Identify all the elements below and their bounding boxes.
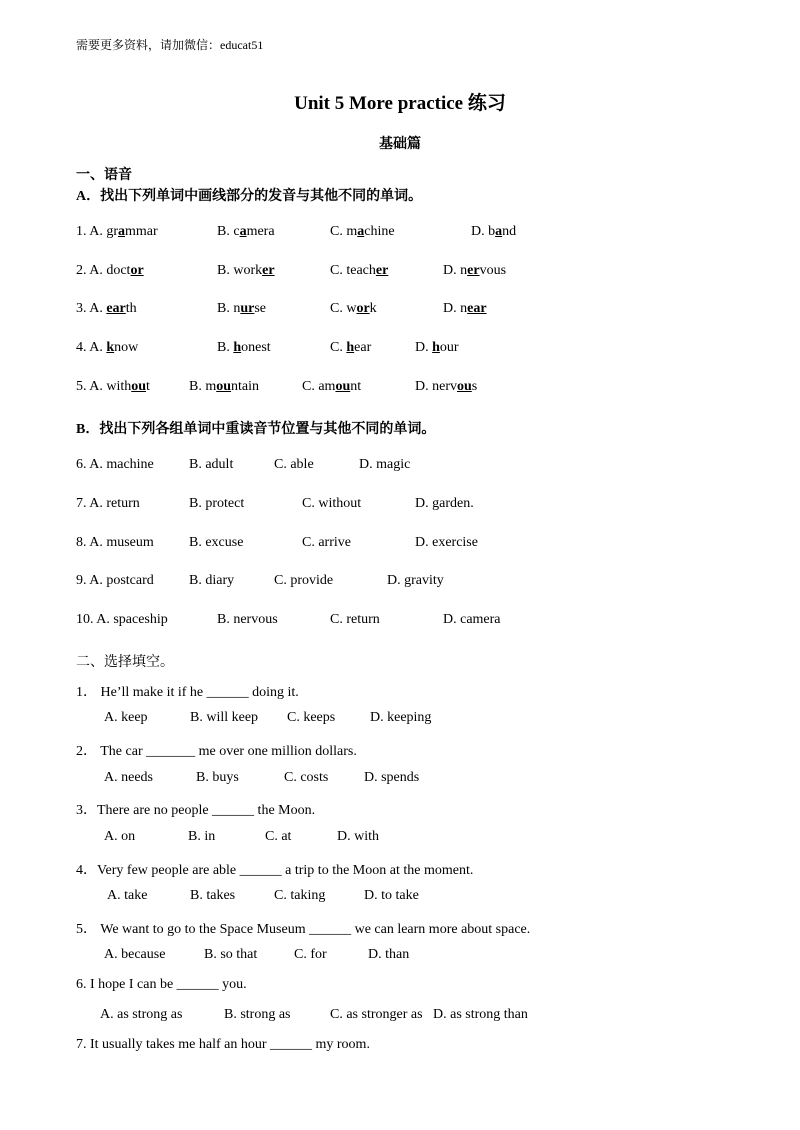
option-text: gr [106, 224, 119, 239]
option-text: mera [246, 224, 275, 239]
option-text: chine [364, 224, 395, 239]
option-text: B. n [217, 301, 241, 316]
stress-option: D. magic [359, 457, 411, 472]
question-number: 4. A. [76, 340, 107, 355]
mc-option-d: D. than [368, 947, 410, 962]
pron-option [217, 340, 271, 356]
stress-option: D. camera [443, 612, 501, 627]
mc-question-2: 2． The car _______ me over one million dollars. [76, 744, 357, 759]
pron-option [330, 340, 371, 356]
option-text: ear [354, 340, 372, 355]
underlined-letters: h [233, 340, 242, 355]
mc-option-b: B. in [188, 829, 216, 844]
option-text: t [146, 379, 150, 394]
underlined-letters: er [375, 263, 389, 278]
mc-question-4: 4．Very few people are able ______ a trip to the Moon at the moment. [76, 863, 474, 878]
underlined-letters: or [130, 263, 144, 278]
mc-option-a: A. on [104, 829, 136, 844]
underlined-letters: ou [131, 379, 147, 394]
option-text: nd [502, 224, 517, 239]
option-text: with [106, 379, 132, 394]
underlined-letters: ear [106, 301, 126, 316]
stress-option: C. able [274, 457, 314, 472]
option-text: B. c [217, 224, 240, 239]
option-text: C. [330, 340, 347, 355]
option-text: D. n [443, 263, 468, 278]
question-number: 3. A. [76, 301, 107, 316]
mc-question-3: 3．There are no people ______ the Moon. [76, 803, 316, 818]
stress-question-5 [0, 612, 800, 634]
mc-question-6: 6. I hope I can be ______ you. [76, 977, 247, 992]
option-text: D. b [471, 224, 496, 239]
option-text: D. nerv [415, 379, 457, 394]
mc-options-6 [0, 1007, 800, 1029]
underlined-letters: ou [216, 379, 232, 394]
mc-option-b: B. takes [190, 888, 236, 903]
option-text: mmar [125, 224, 158, 239]
mc-option-d: D. keeping [370, 710, 432, 725]
mc-option-a: A. take [107, 888, 148, 903]
option-text: our [439, 340, 459, 355]
underlined-letters: h [432, 340, 440, 355]
mc-option-d: D. with [337, 829, 379, 844]
option-text: C. am [302, 379, 336, 394]
underlined-letters: a [118, 224, 126, 239]
option-text: C. w [330, 301, 357, 316]
underlined-letters: ear [467, 301, 487, 316]
option-text: onest [241, 340, 271, 355]
pron-question-3 [0, 301, 800, 323]
pron-option [415, 340, 459, 356]
stress-option: B. protect [189, 496, 245, 511]
question-number: 2. A. [76, 263, 107, 278]
header-note: 需要更多资料，请加微信：educat51 [76, 38, 264, 52]
option-text: C. m [330, 224, 358, 239]
pron-option [330, 263, 388, 279]
underlined-letters: ou [335, 379, 351, 394]
option-text: D. n [443, 301, 468, 316]
option-text: k [369, 301, 377, 316]
section2-heading: 二、选择填空。 [76, 655, 174, 670]
stress-question-1 [0, 457, 800, 479]
option-text: nt [350, 379, 362, 394]
stress-option: D. exercise [415, 535, 478, 550]
pron-option [76, 301, 137, 317]
option-text: D. [415, 340, 433, 355]
pron-option [471, 224, 516, 240]
pron-option [330, 224, 395, 240]
underlined-letters: ur [240, 301, 255, 316]
mc-option-c: C. keeps [287, 710, 336, 725]
mc-question-1: 1． He’ll make it if he ______ doing it. [76, 685, 299, 700]
stress-option: C. arrive [302, 535, 351, 550]
section1-partA: A．找出下列单词中画线部分的发音与其他不同的单词。 [76, 189, 423, 204]
mc-option-b: B. strong as [224, 1007, 291, 1022]
underlined-letters: h [346, 340, 355, 355]
stress-option: B. excuse [189, 535, 244, 550]
pron-option [217, 224, 275, 240]
pron-option [302, 379, 361, 395]
mc-option-d: D. to take [364, 888, 419, 903]
underlined-letters: er [262, 263, 275, 278]
mc-options-5 [0, 947, 800, 969]
option-text: s [471, 379, 478, 394]
pron-option [217, 263, 275, 279]
stress-question-4 [0, 573, 800, 595]
stress-option: 9. A. postcard [76, 573, 154, 588]
option-text: B. [217, 340, 234, 355]
underlined-letters: or [356, 301, 370, 316]
pron-option [189, 379, 259, 395]
stress-option: D. gravity [387, 573, 444, 588]
pron-option [443, 301, 487, 317]
stress-option: C. without [302, 496, 362, 511]
option-text: C. teach [330, 263, 376, 278]
mc-options-1 [0, 710, 800, 732]
pron-option [76, 224, 158, 240]
option-text: th [125, 301, 137, 316]
option-text: se [254, 301, 267, 316]
mc-option-c: C. taking [274, 888, 326, 903]
stress-option: C. provide [274, 573, 334, 588]
underlined-letters: a [495, 224, 503, 239]
mc-options-3 [0, 829, 800, 851]
stress-option: 10. A. spaceship [76, 612, 168, 627]
stress-option: B. nervous [217, 612, 278, 627]
pron-option [76, 340, 138, 356]
page-title: Unit 5 More practice 练习 [294, 93, 506, 114]
mc-option-c: C. costs [284, 770, 329, 785]
option-text: vous [479, 263, 507, 278]
mc-options-4 [0, 888, 800, 910]
pron-option [76, 263, 144, 279]
option-text: B. work [217, 263, 263, 278]
mc-option-c: C. as stronger as [330, 1007, 423, 1022]
underlined-letters: a [357, 224, 365, 239]
stress-option: D. garden. [415, 496, 474, 511]
mc-option-a: A. as strong as [100, 1007, 183, 1022]
underlined-letters: er [467, 263, 480, 278]
pron-option [415, 379, 477, 395]
pron-question-1 [0, 224, 800, 246]
question-number: 5. A. [76, 379, 107, 394]
question-number: 1. A. [76, 224, 107, 239]
underlined-letters: a [239, 224, 247, 239]
option-text: now [114, 340, 139, 355]
pron-option [443, 263, 506, 279]
pron-question-2 [0, 263, 800, 285]
mc-option-b: B. buys [196, 770, 239, 785]
section1-heading: 一、语音 [76, 168, 132, 183]
option-text: ntain [231, 379, 260, 394]
mc-question-7: 7. It usually takes me half an hour ______ my room. [76, 1037, 370, 1052]
stress-option: 7. A. return [76, 496, 140, 511]
mc-option-a: A. needs [104, 770, 153, 785]
pron-question-4 [0, 340, 800, 362]
pron-option [330, 301, 377, 317]
mc-question-5: 5． We want to go to the Space Museum ______ we can learn more about space. [76, 922, 531, 937]
stress-option: 8. A. museum [76, 535, 154, 550]
stress-question-3 [0, 535, 800, 557]
pron-question-5 [0, 379, 800, 401]
underlined-letters: ou [457, 379, 472, 394]
mc-option-d: D. as strong than [433, 1007, 528, 1022]
mc-option-a: A. because [104, 947, 166, 962]
pron-option [76, 379, 150, 395]
stress-option: 6. A. machine [76, 457, 154, 472]
mc-option-c: C. for [294, 947, 327, 962]
stress-option: B. adult [189, 457, 234, 472]
mc-option-a: A. keep [104, 710, 148, 725]
mc-option-b: B. will keep [190, 710, 259, 725]
underlined-letters: k [106, 340, 115, 355]
section1-partB: B．找出下列各组单词中重读音节位置与其他不同的单词。 [76, 422, 436, 437]
mc-option-b: B. so that [204, 947, 258, 962]
stress-option: B. diary [189, 573, 235, 588]
mc-options-2 [0, 770, 800, 792]
option-text: B. m [189, 379, 217, 394]
stress-question-2 [0, 496, 800, 518]
pron-option [217, 301, 266, 317]
mc-option-c: C. at [265, 829, 292, 844]
page-subtitle: 基础篇 [379, 137, 421, 152]
option-text: doct [106, 263, 131, 278]
mc-option-d: D. spends [364, 770, 420, 785]
stress-option: C. return [330, 612, 380, 627]
